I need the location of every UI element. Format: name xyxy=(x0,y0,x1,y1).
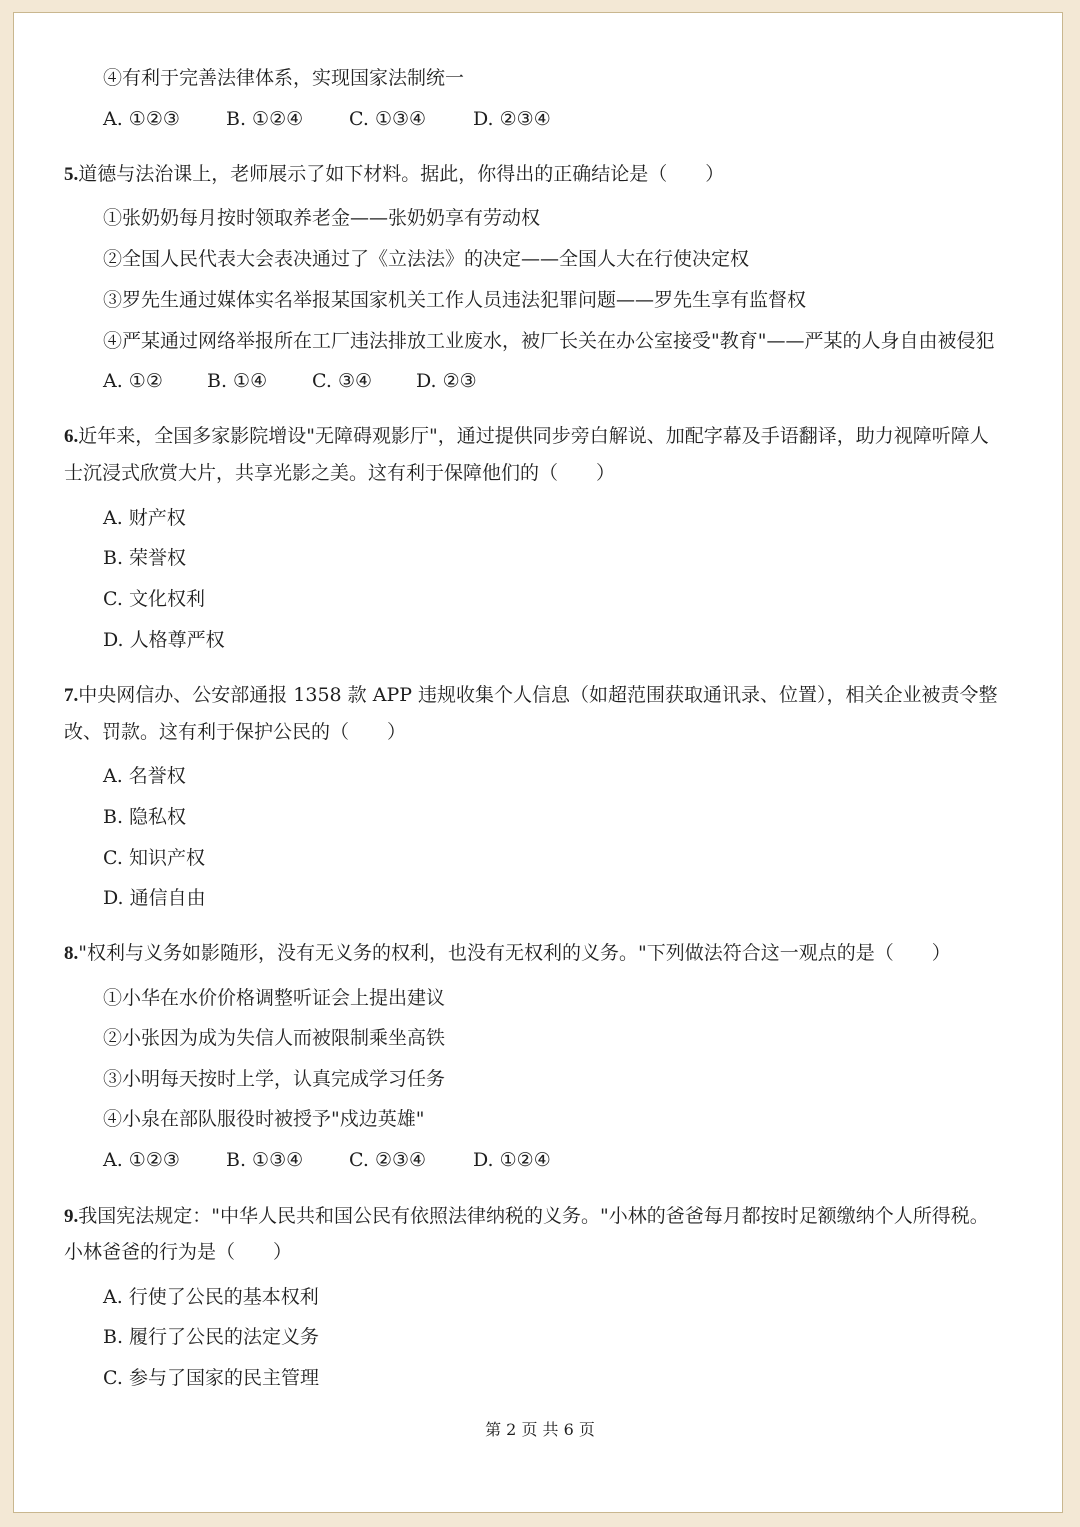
q5-stem xyxy=(64,162,724,187)
q6-number: 6. xyxy=(64,426,79,447)
q7-stem-line2: 改、罚款。这有利于保护公民的（ ） xyxy=(64,721,407,743)
q8-statement-3: ③小明每天按时上学，认真完成学习任务 xyxy=(103,1068,446,1090)
q6-stem-text: 近年来，全国多家影院增设"无障碍观影厅"，通过提供同步旁白解说、加配字幕及手语翻译，助力视障听障人 xyxy=(78,425,989,447)
q7-stem-text: 中央网信办、公安部通报 1358 款 APP 违规收集个人信息（如超范围获取通讯录、位置），相关企业被责令整 xyxy=(78,684,998,706)
q8-option-a: A. ①②③ xyxy=(103,1149,180,1171)
q9-option-a: A. 行使了公民的基本权利 xyxy=(103,1286,319,1308)
q4-option-a: A. ①②③ xyxy=(103,108,180,130)
q5-option-d: D. ②③ xyxy=(416,370,477,392)
q5-option-b: B. ①④ xyxy=(207,370,268,392)
q9-stem-line2: 小林爸爸的行为是（ ） xyxy=(64,1241,293,1263)
q6-stem-line1 xyxy=(64,424,989,449)
q8-option-d: D. ①②④ xyxy=(473,1149,551,1171)
page-number-footer: 第 2 页 共 6 页 xyxy=(485,1420,595,1439)
q8-option-b: B. ①③④ xyxy=(226,1149,304,1171)
q7-stem-line1 xyxy=(64,683,998,708)
q7-option-a: A. 名誉权 xyxy=(103,765,186,787)
q9-stem-line1 xyxy=(64,1204,989,1229)
q5-statement-1: ①张奶奶每月按时领取养老金——张奶奶享有劳动权 xyxy=(103,207,541,229)
q8-statement-1: ①小华在水价价格调整听证会上提出建议 xyxy=(103,987,446,1009)
q5-statement-3: ③罗先生通过媒体实名举报某国家机关工作人员违法犯罪问题——罗先生享有监督权 xyxy=(103,289,807,311)
q6-option-d: D. 人格尊严权 xyxy=(103,629,225,651)
q9-number: 9. xyxy=(64,1206,79,1227)
q8-statement-2: ②小张因为成为失信人而被限制乘坐高铁 xyxy=(103,1027,446,1049)
q7-number: 7. xyxy=(64,685,79,706)
q7-option-b: B. 隐私权 xyxy=(103,806,187,828)
q4-option-c: C. ①③④ xyxy=(349,108,427,130)
q4-statement-4: ④有利于完善法律体系，实现国家法制统一 xyxy=(103,67,465,89)
q5-option-c: C. ③④ xyxy=(312,370,373,392)
q8-stem-text: "权利与义务如影随形，没有无义务的权利，也没有无权利的义务。"下列做法符合这一观点的是（ ） xyxy=(78,942,951,964)
q9-option-b: B. 履行了公民的法定义务 xyxy=(103,1326,320,1348)
q8-statement-4: ④小泉在部队服役时被授予"戍边英雄" xyxy=(103,1108,425,1130)
q4-option-d: D. ②③④ xyxy=(473,108,551,130)
q8-stem xyxy=(64,941,951,966)
q9-stem-text: 我国宪法规定："中华人民共和国公民有依照法律纳税的义务。"小林的爸爸每月都按时足额缴纳个人所得税。 xyxy=(78,1205,989,1227)
q6-option-c: C. 文化权利 xyxy=(103,588,205,610)
q7-option-c: C. 知识产权 xyxy=(103,847,205,869)
q8-number: 8. xyxy=(64,943,79,964)
q9-option-c: C. 参与了国家的民主管理 xyxy=(103,1367,319,1389)
q4-option-b: B. ①②④ xyxy=(226,108,304,130)
q5-stem-text: 道德与法治课上，老师展示了如下材料。据此，你得出的正确结论是（ ） xyxy=(78,163,725,185)
q5-statement-4: ④严某通过网络举报所在工厂违法排放工业废水，被厂长关在办公室接受"教育"——严某的人身自由被侵犯 xyxy=(103,330,995,352)
q6-stem-line2: 士沉浸式欣赏大片，共享光影之美。这有利于保障他们的（ ） xyxy=(64,462,616,484)
q6-option-b: B. 荣誉权 xyxy=(103,547,187,569)
q6-option-a: A. 财产权 xyxy=(103,507,186,529)
q5-statement-2: ②全国人民代表大会表决通过了《立法法》的决定——全国人大在行使决定权 xyxy=(103,248,750,270)
q5-number: 5. xyxy=(64,164,79,185)
q5-option-a: A. ①② xyxy=(103,370,163,392)
q8-option-c: C. ②③④ xyxy=(349,1149,427,1171)
q7-option-d: D. 通信自由 xyxy=(103,887,206,909)
